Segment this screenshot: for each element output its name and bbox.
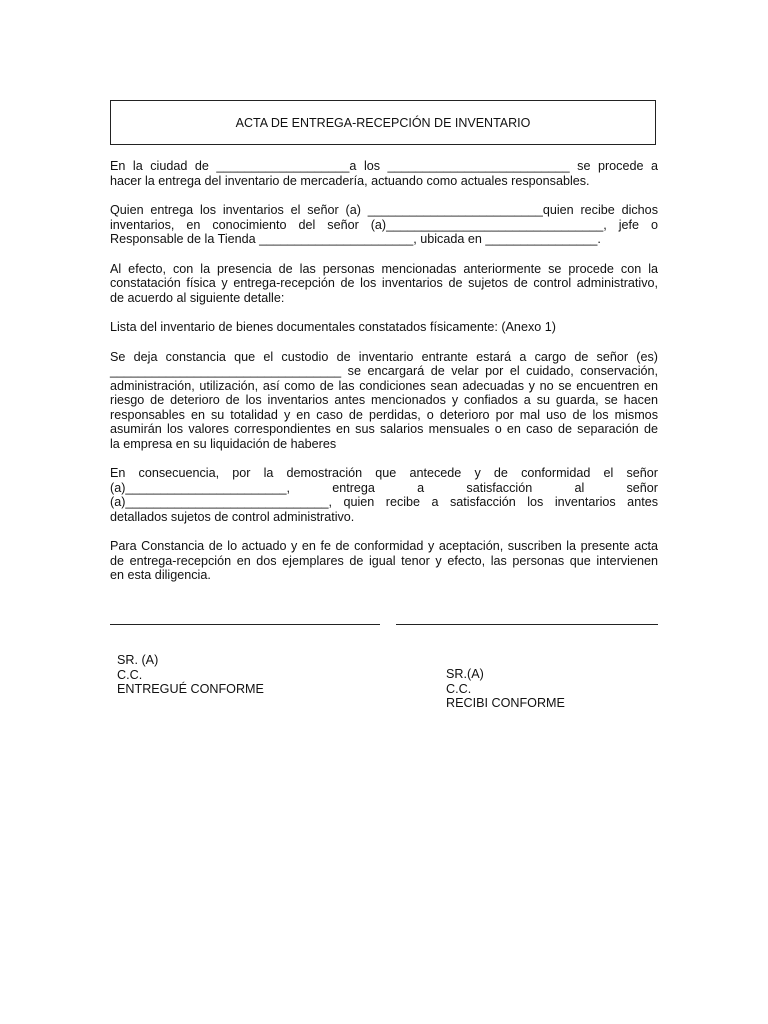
paragraph: [110, 262, 658, 306]
paragraph-line: la empresa en su liquidación de haberes: [110, 436, 337, 451]
paragraph: [110, 203, 658, 247]
paragraph-line: riesgo de deterioro de los inventarios antes mencionados y confiados a su guarda, se hacen: [110, 393, 658, 407]
paragraph-line: En consecuencia, por la demostración que antecede y de conformidad el señor: [110, 466, 658, 480]
paragraph-line: detallados sujetos de control administrativo.: [110, 509, 355, 524]
signature-name-label: SR.(A): [446, 667, 484, 681]
paragraph-line: constatación física y entrega-recepción de los inventarios de sujetos de control administrativo,: [110, 276, 658, 290]
signature-name-label: SR. (A): [117, 653, 159, 667]
signature-block-deliverer: [117, 653, 264, 697]
paragraph-line: Lista del inventario de bienes documentales constatados físicamente: (Anexo 1): [110, 320, 556, 334]
document-body: [110, 159, 658, 598]
signature-line-right: [396, 624, 658, 625]
paragraph-line: (a)_____________________________, quien recibe a satisfacción los inventarios antes: [110, 495, 658, 509]
paragraph-line: administración, utilización, así como de las condiciones sean adecuadas y no se encuentren en: [110, 378, 658, 393]
paragraph: [110, 159, 658, 188]
paragraph-line: hacer la entrega del inventario de mercadería, actuando como actuales responsables.: [110, 173, 590, 188]
paragraph-line: en esta diligencia.: [110, 568, 211, 582]
signature-status-label: ENTREGUÉ CONFORME: [117, 682, 264, 696]
paragraph-line: asumirán los valores correspondientes en sus salarios mensuales o en caso de separación de: [110, 422, 658, 436]
paragraph-line: Quien entrega los inventarios el señor (a) _________________________quien recibe dichos: [110, 203, 658, 217]
paragraph-line: responsables en su totalidad y en caso de perdidas, o deterioro por mal uso de los mismos: [110, 407, 658, 422]
document-title-box: [110, 100, 656, 145]
paragraph-line: En la ciudad de ___________________a los __________________________ se procede a: [110, 159, 658, 173]
signature-id-label: C.C.: [446, 681, 472, 696]
paragraph-line: Responsable de la Tienda ______________________, ubicada en ________________.: [110, 232, 601, 246]
paragraph-line: _________________________________ se encargará de velar por el cuidado, conservación,: [110, 364, 658, 378]
paragraph: [110, 539, 658, 583]
paragraph: [110, 350, 658, 452]
paragraph-line: (a)_______________________, entrega a satisfacción al señor: [110, 480, 658, 495]
paragraph-line: inventarios, en conocimiento del señor (a)_______________________________, jefe o: [110, 217, 658, 232]
document-title: ACTA DE ENTREGA-RECEPCIÓN DE INVENTARIO: [235, 115, 531, 130]
paragraph-line: Se deja constancia que el custodio de inventario entrante estará a cargo de señor (es): [110, 349, 658, 364]
signature-status-label: RECIBI CONFORME: [446, 696, 565, 710]
paragraph: [110, 320, 658, 335]
paragraph: [110, 466, 658, 524]
signature-block-receiver: [446, 667, 565, 711]
paragraph-line: de acuerdo al siguiente detalle:: [110, 290, 285, 305]
paragraph-line: de entrega-recepción en dos ejemplares de igual tenor y efecto, las personas que intervienen: [110, 553, 658, 568]
paragraph-line: Para Constancia de lo actuado y en fe de conformidad y aceptación, suscriben la presente acta: [110, 539, 658, 553]
signature-line-left: [110, 624, 380, 625]
signature-id-label: C.C.: [117, 667, 143, 682]
paragraph-line: Al efecto, con la presencia de las personas mencionadas anteriormente se procede con la: [110, 261, 658, 276]
